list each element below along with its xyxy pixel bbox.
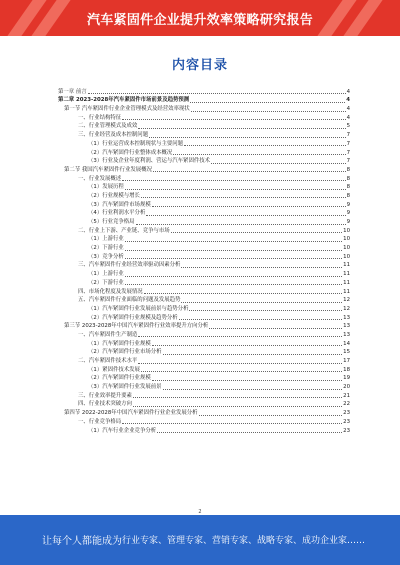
toc-entry-label: 三、行业效率提升要素 [78, 392, 132, 399]
toc-entry[interactable] [58, 139, 350, 148]
toc-entry[interactable] [58, 209, 350, 218]
toc-leader-dots [157, 432, 342, 433]
toc-entry[interactable] [58, 348, 350, 357]
toc-leader-dots [122, 119, 345, 120]
toc-entry-label: （2）汽车紧固件行业规模 [88, 375, 151, 382]
toc-entry[interactable] [58, 417, 350, 426]
toc-leader-dots [171, 232, 342, 233]
toc-entry-label: （3）行业及企业年度利润、营运与汽车紧固件技术 [88, 158, 211, 165]
toc-entry-page: 9 [346, 210, 350, 217]
toc-entry[interactable] [58, 426, 350, 435]
toc-entry-label: （1）上游行业 [88, 236, 124, 243]
toc-leader-dots [125, 284, 342, 285]
toc-entry-page: 10 [343, 253, 350, 260]
toc-entry-label: 一、行业发展概述 [78, 175, 122, 182]
toc-entry-label: （2）行业规模与增长 [88, 192, 140, 199]
toc-entry[interactable] [58, 226, 350, 235]
toc-entry-label: （3）汽车紧固件市场规模 [88, 201, 151, 208]
toc-entry-page: 7 [346, 140, 350, 147]
toc-entry-page: 9 [346, 201, 350, 208]
toc-entry[interactable] [58, 322, 350, 331]
toc-entry-page: 5 [346, 123, 350, 130]
toc-leader-dots [153, 171, 346, 172]
toc-leader-dots [199, 415, 343, 416]
toc-entry-label: 第二章 2023-2028年汽车紧固件市场前景及趋势预测 [58, 97, 190, 104]
toc-leader-dots [179, 319, 342, 320]
toc-entry[interactable] [58, 113, 350, 122]
toc-entry-page: 13 [343, 314, 350, 321]
toc-entry-label: 二、行业管理模式及成效 [78, 123, 138, 130]
toc-entry-label: （2）下游行业 [88, 245, 124, 252]
toc-entry[interactable] [58, 261, 350, 270]
toc-entry-label: （5）行业竞争格局 [88, 219, 135, 225]
toc-entry-page: 10 [343, 236, 350, 243]
toc-leader-dots [152, 345, 342, 346]
toc-entry-page: 13 [343, 323, 350, 330]
toc-entry[interactable] [58, 400, 350, 409]
toc-entry[interactable] [58, 287, 350, 296]
toc-entry-label: 三、汽车紧固件行业经营效率驱动因素分析 [78, 262, 181, 269]
toc-leader-dots [189, 310, 342, 311]
toc-entry-page: 20 [343, 384, 350, 391]
toc-entry[interactable] [58, 200, 350, 209]
toc-entry-page: 17 [343, 358, 350, 364]
toc-entry-label: 第四节 2022-2028年中国汽车紧固件行业企业发展分析 [64, 410, 198, 417]
toc-entry-page: 12 [343, 305, 350, 312]
toc-entry-page: 4 [346, 97, 350, 104]
toc-entry-page: 8 [346, 184, 350, 191]
footer-slogan: 让每个人都能成为 [42, 536, 122, 547]
toc-entry-label: 第一章 前言 [58, 88, 87, 95]
toc-leader-dots [190, 102, 345, 103]
page-number: 2 [198, 509, 202, 515]
toc-leader-dots [209, 328, 342, 329]
toc-entry[interactable] [58, 313, 350, 322]
toc-entry-page: 19 [343, 375, 350, 382]
toc-leader-dots [88, 93, 346, 94]
toc-entry[interactable] [58, 165, 350, 174]
toc-entry-label: （2）汽车紧固件行业整体成本概况 [88, 149, 173, 156]
toc-entry-page: 8 [346, 166, 350, 173]
toc-entry-page: 10 [343, 227, 350, 234]
toc-leader-dots [125, 258, 342, 259]
toc-entry-page: 23 [343, 410, 350, 417]
toc-entry-page: 23 [343, 427, 350, 434]
toc-entry-label: 第一节 汽车紧固件行业企业管理模式及经营效率现状 [64, 106, 190, 113]
toc-entry-page: 10 [343, 245, 350, 252]
toc-entry-label: 五、汽车紧固件行业面临的问题及发展趋势 [78, 297, 181, 304]
toc-entry-label: （2）汽车紧固件行业规模及趋势分析 [88, 314, 178, 321]
toc-leader-dots [181, 267, 342, 268]
toc-entry[interactable] [58, 96, 350, 105]
toc-entry-label: 三、行业经营及成本控制问题 [78, 132, 149, 139]
toc-leader-dots [141, 197, 346, 198]
toc-entry[interactable] [58, 269, 350, 278]
toc-entry-label: 一、汽车紧固件生产制造 [78, 331, 138, 338]
toc-entry-label: 第三节 2023-2028年中国汽车紧固件行业效率提升方向分析 [64, 323, 209, 330]
toc-entry[interactable] [58, 304, 350, 313]
toc-entry-page: 22 [343, 401, 350, 408]
toc-entry[interactable] [58, 148, 350, 157]
toc-leader-dots [163, 354, 343, 355]
toc-entry-page: 7 [346, 158, 350, 165]
toc-entry-label: （1）紧固件技术发展 [88, 366, 140, 373]
toc-entry[interactable] [58, 330, 350, 339]
toc-leader-dots [125, 241, 342, 242]
footer-tagline: 行业专家、管理专家、营销专家、战略专家、成功企业家…… [122, 536, 366, 546]
toc-entry[interactable] [58, 382, 350, 391]
toc-entry-label: （1）上游行业 [88, 271, 124, 278]
report-title: 汽车紧固件企业提升效率策略研究报告 [86, 13, 314, 28]
toc-leader-dots [191, 111, 346, 112]
toc-entry[interactable] [58, 252, 350, 261]
toc-entry-label: 四、市场化程度及发展情况 [78, 288, 143, 295]
table-of-contents [58, 87, 350, 435]
toc-leader-dots [184, 145, 345, 146]
toc-entry-label: （3）汽车紧固件行业发展前景 [88, 384, 162, 391]
toc-entry[interactable] [58, 191, 350, 200]
toc-entry-label: （1）行业运营成本控制现状与主要问题 [88, 140, 184, 147]
toc-leader-dots [152, 380, 342, 381]
toc-leader-dots [181, 302, 342, 303]
toc-entry-page: 21 [343, 392, 350, 399]
toc-entry-page: 18 [343, 366, 350, 373]
toc-leader-dots [122, 180, 345, 181]
footer-banner [0, 515, 400, 565]
toc-leader-dots [125, 250, 342, 251]
toc-entry[interactable] [58, 157, 350, 166]
toc-leader-dots [125, 189, 346, 190]
toc-leader-dots [152, 206, 346, 207]
toc-leader-dots [144, 293, 342, 294]
toc-leader-dots [173, 154, 345, 155]
toc-entry-page: 4 [346, 114, 350, 121]
toc-entry-page: 13 [343, 331, 350, 338]
toc-entry-label: （4）行业利润水平分析 [88, 210, 146, 217]
toc-leader-dots [138, 336, 342, 337]
toc-entry-label: （1）汽车紧固件行业发展前景与趋势分析 [88, 305, 189, 312]
toc-entry[interactable] [58, 235, 350, 244]
toc-leader-dots [133, 406, 342, 407]
toc-entry-page: 11 [343, 288, 350, 295]
toc-entry-label: 一、行业结构特征 [78, 114, 122, 121]
toc-entry-page: 12 [343, 297, 350, 304]
toc-entry-label: （2）汽车紧固件行业市场分析 [88, 349, 162, 356]
toc-entry-page: 7 [346, 132, 350, 139]
toc-entry[interactable] [58, 391, 350, 400]
toc-leader-dots [146, 215, 345, 216]
report-header-banner [0, 0, 400, 36]
toc-entry-label: 二、行业上下游、产业链、竞争与市场 [78, 227, 170, 234]
toc-entry-page: 14 [343, 340, 350, 347]
toc-entry[interactable] [58, 130, 350, 139]
toc-entry-label: （1）汽车紧固件行业规模 [88, 340, 151, 347]
toc-entry-page: 4 [346, 88, 350, 95]
toc-entry[interactable] [58, 87, 350, 96]
toc-entry-page: 15 [343, 349, 350, 356]
toc-leader-dots [138, 363, 342, 364]
toc-leader-dots [125, 276, 342, 277]
toc-entry[interactable] [58, 356, 350, 365]
toc-entry[interactable] [58, 217, 350, 226]
toc-leader-dots [133, 397, 342, 398]
toc-leader-dots [136, 224, 346, 225]
toc-entry-label: （3）竞争分析 [88, 253, 124, 260]
toc-entry[interactable] [58, 365, 350, 374]
toc-entry-page: 11 [343, 271, 350, 278]
toc-entry-label: 一、行业竞争格局 [78, 418, 122, 425]
toc-entry-page: 7 [346, 149, 350, 156]
toc-leader-dots [163, 389, 343, 390]
toc-entry[interactable] [58, 374, 350, 383]
toc-leader-dots [141, 371, 342, 372]
toc-entry[interactable] [58, 243, 350, 252]
toc-entry-page: 4 [346, 106, 350, 113]
toc-entry-page: 11 [343, 279, 350, 286]
toc-entry[interactable] [58, 174, 350, 183]
toc-entry[interactable] [58, 122, 350, 131]
toc-entry-label: （2）下游行业 [88, 279, 124, 286]
toc-entry-label: 二、汽车紧固件技术水平 [78, 358, 138, 364]
toc-entry[interactable] [58, 339, 350, 348]
toc-heading: 内容目录 [171, 58, 228, 73]
toc-entry-page: 8 [346, 175, 350, 182]
toc-leader-dots [211, 163, 346, 164]
toc-entry-page: 9 [346, 219, 350, 225]
toc-entry-label: 第二节 我国汽车紧固件行业发展概况 [64, 166, 152, 173]
toc-leader-dots [122, 423, 342, 424]
toc-entry[interactable] [58, 104, 350, 113]
toc-entry-label: （1）发展历程 [88, 184, 124, 191]
toc-entry-page: 11 [343, 262, 350, 269]
toc-entry-page: 8 [346, 192, 350, 199]
toc-leader-dots [138, 128, 345, 129]
toc-entry[interactable] [58, 278, 350, 287]
toc-entry[interactable] [58, 408, 350, 417]
toc-entry[interactable] [58, 296, 350, 305]
toc-entry[interactable] [58, 183, 350, 192]
toc-entry-page: 23 [343, 418, 350, 425]
toc-leader-dots [149, 137, 345, 138]
toc-entry-label: （1）汽车行业企业竞争分析 [88, 427, 157, 434]
toc-entry-label: 四、行业技术突破方向 [78, 401, 132, 408]
